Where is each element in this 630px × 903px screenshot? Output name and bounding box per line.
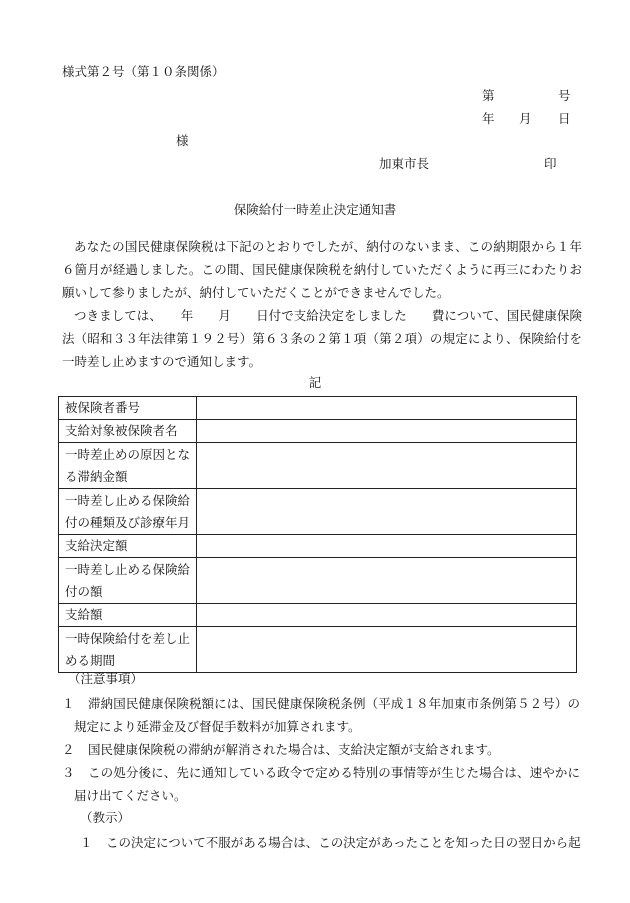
table-row bbox=[59, 443, 577, 489]
row-value-arrears-amount bbox=[197, 443, 577, 489]
row-label-suspension-period: 一時保険給付を差し止める期間 bbox=[59, 627, 197, 673]
form-number: 様式第２号（第１０条関係） bbox=[62, 64, 225, 79]
row-value-payment-amount bbox=[197, 604, 577, 627]
row-value-benefit-type bbox=[197, 489, 577, 535]
row-label-arrears-amount: 一時差止めの原因となる滞納金額 bbox=[59, 443, 197, 489]
row-label-suspended-amount: 一時差し止める保険給付の額 bbox=[59, 558, 197, 604]
note-text: 国民健康保険税の滞納が解消された場合は、支給決定額が支給されます。 bbox=[88, 742, 500, 757]
addressee-honorific: 様 bbox=[176, 133, 189, 148]
row-value-suspended-amount bbox=[197, 558, 577, 604]
date-month: 月 bbox=[519, 111, 532, 126]
row-value-decision-amount bbox=[197, 535, 577, 558]
body-paragraph-1: あなたの国民健康保険税は下記のとおりでしたが、納付のないまま、この納期限から１年６箇月が経過しました。この間、国民健康保険税を納付していただくように再三にわたりお願いして参りましたが、納付していただくことができませんでした。 bbox=[62, 239, 582, 300]
row-value-suspension-period bbox=[197, 627, 577, 673]
ki-heading: 記 bbox=[308, 375, 322, 390]
row-label-benefit-type: 一時差し止める保険給付の種類及び診療年月 bbox=[59, 489, 197, 535]
table-row bbox=[59, 397, 577, 420]
row-value-insured-name bbox=[197, 420, 577, 443]
seal-mark: 印 bbox=[544, 156, 557, 171]
row-value-insured-number bbox=[197, 397, 577, 420]
note-number: ３ bbox=[62, 765, 75, 780]
document-number-suffix: 号 bbox=[558, 88, 571, 103]
sender-name: 加東市長 bbox=[379, 156, 430, 171]
note-text: 滞納国民健康保険税額には、国民健康保険税条例（平成１８年加東市条例第５２号）の規定により延滞金及び督促手数料が加算されます。 bbox=[74, 696, 580, 734]
record-table bbox=[58, 396, 577, 673]
table-row bbox=[59, 627, 577, 673]
row-label-payment-amount: 支給額 bbox=[59, 604, 197, 627]
table-row bbox=[59, 604, 577, 627]
note-number: ２ bbox=[62, 742, 75, 757]
row-label-insured-name: 支給対象被保険者名 bbox=[59, 420, 197, 443]
table-row bbox=[59, 535, 577, 558]
table-row bbox=[59, 558, 577, 604]
document-number-prefix: 第 bbox=[482, 88, 495, 103]
notes-header: （注意事項） bbox=[68, 671, 144, 686]
instruction-number: １ bbox=[80, 835, 93, 850]
row-label-insured-number: 被保険者番号 bbox=[59, 397, 197, 420]
date-year: 年 bbox=[482, 111, 495, 126]
instruction-text: この決定について不服がある場合は、この決定があったことを知った日の翌日から起 bbox=[106, 835, 581, 850]
note-number: １ bbox=[62, 696, 75, 711]
date-day: 日 bbox=[558, 111, 571, 126]
body-paragraph-2: つきましては、 年 月 日付で支給決定をしました 費について、国民健康保険法（昭和３３年法律第１９２号）第６３条の２第１項（第２項）の規定により、保険給付を一時差し止めますので通知します。 bbox=[62, 308, 582, 369]
note-text: この処分後に、先に通知している政令で定める特別の事情等が生じた場合は、速やかに届け出てください。 bbox=[74, 765, 580, 803]
table-row bbox=[59, 420, 577, 443]
document-title: 保険給付一時差止決定通知書 bbox=[233, 202, 397, 217]
row-label-decision-amount: 支給決定額 bbox=[59, 535, 197, 558]
table-row bbox=[59, 489, 577, 535]
instruction-header: （教示） bbox=[80, 810, 131, 825]
